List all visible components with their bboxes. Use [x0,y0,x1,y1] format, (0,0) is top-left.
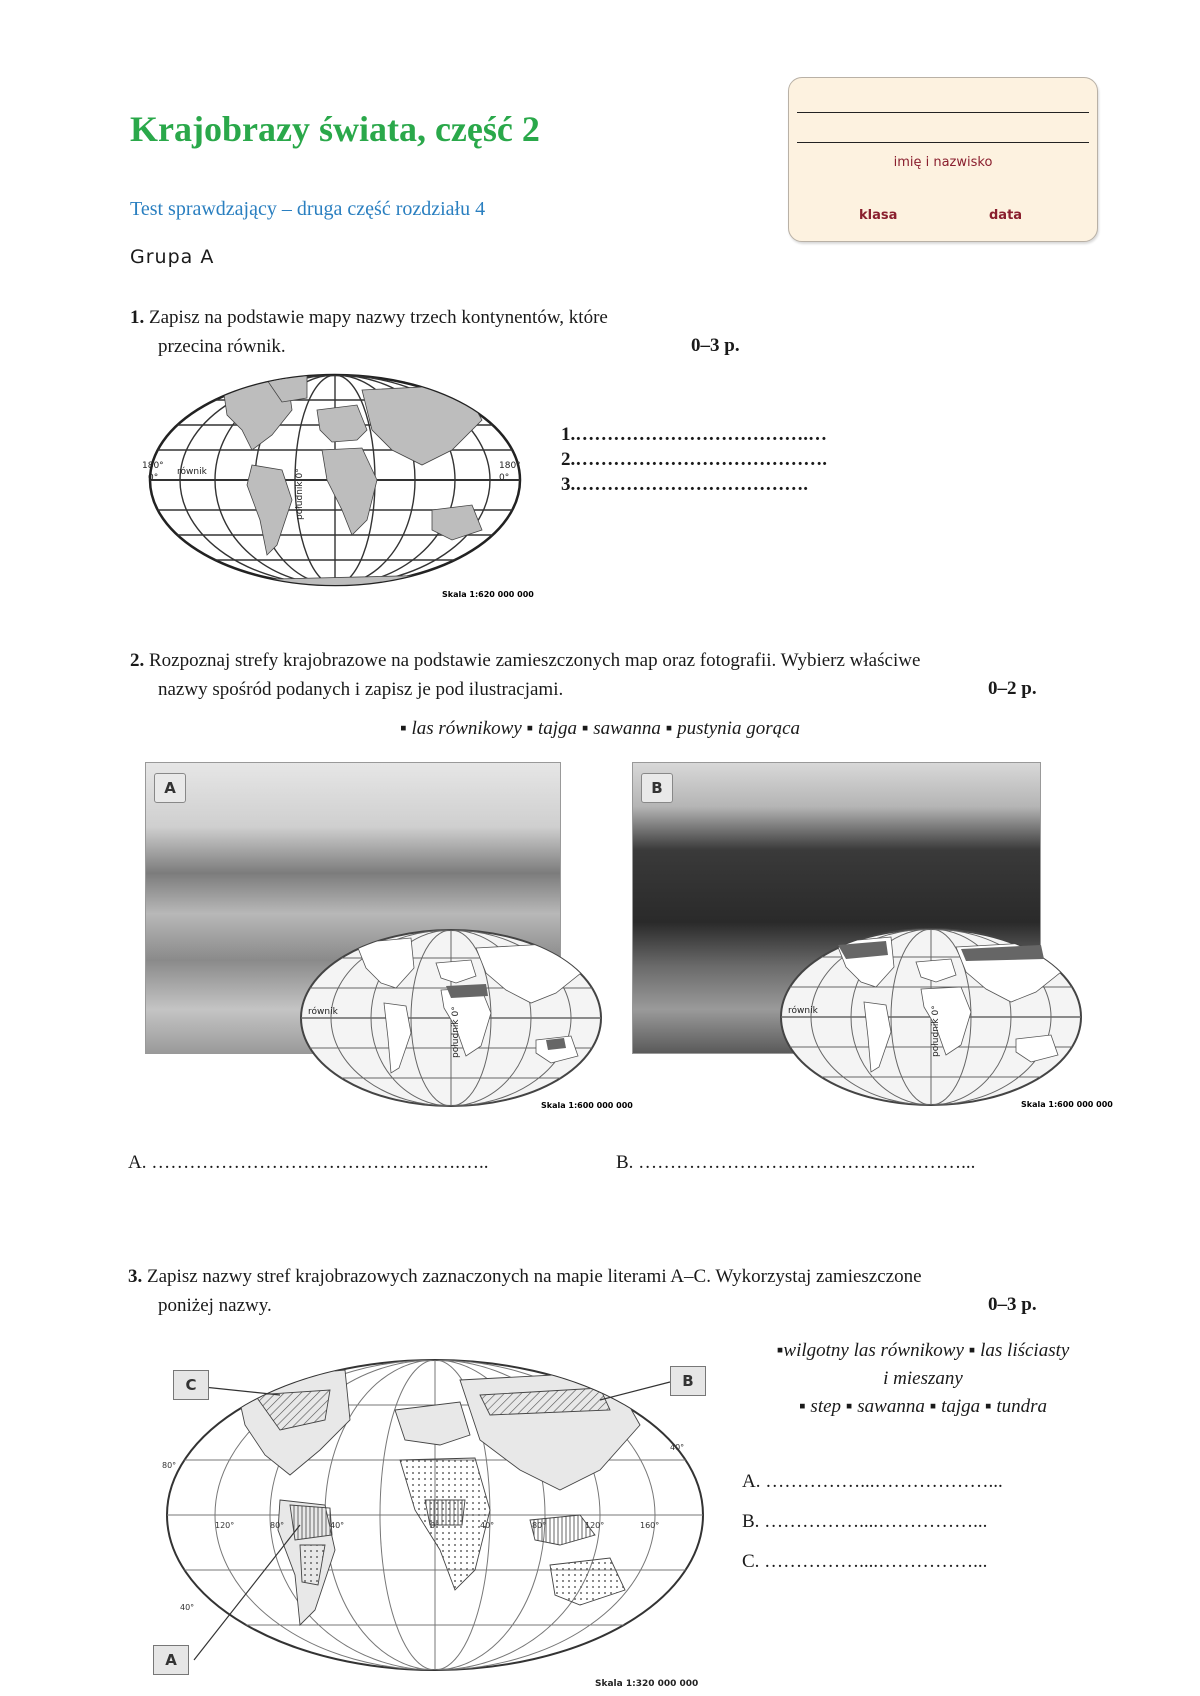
q3-answer-c[interactable]: C. ……………....……………... [742,1551,988,1572]
svg-text:0°: 0° [148,473,159,483]
q3-text [128,1262,1108,1291]
q2-text [130,646,920,675]
q3-terms-line1: ▪wilgotny las równikowy ▪ las liściasty [776,1340,1070,1361]
svg-text:180°: 180° [142,461,164,471]
q3-text-line2: poniżej nazwy. [158,1295,272,1316]
q3-deg-6: 40° [480,1521,495,1530]
q3-tag-c: C [173,1370,209,1400]
q1-answer-2[interactable]: 2.…………………………………. [561,449,827,470]
page-subtitle: Test sprawdzający – druga część rozdziału 4 [130,198,486,220]
photo-b-label: B [641,773,673,803]
svg-text:równik: równik [308,1007,338,1017]
svg-text:południk 0°: południk 0° [931,1005,941,1057]
svg-text:0°: 0° [499,473,510,483]
q3-terms-line3: ▪ step ▪ sawanna ▪ tajga ▪ tundra [798,1396,1048,1417]
q2-map-a [296,928,633,1113]
q3-deg-4: 40° [330,1521,345,1530]
q3-number: 3. [128,1266,143,1287]
photo-a-label: A [154,773,186,803]
q3-deg-3: 80° [270,1521,285,1530]
q3-deg-2: 120° [215,1521,235,1530]
q3-terms [738,1337,1108,1421]
q1-points: 0–3 p. [691,335,740,356]
q1-meridian-label: południk 0° [295,468,305,520]
q1-number: 1. [130,307,145,328]
q3-deg-11: 40° [670,1443,685,1452]
q3-deg-7: 80° [532,1521,547,1530]
page-title: Krajobrazy świata, część 2 [130,109,540,149]
q3-answers [742,1462,1003,1582]
q1-text-line2: przecina równik. [158,336,286,357]
q2-answer-a[interactable]: A. ………………………………………….….. [128,1152,489,1173]
q2-map-b [776,925,1113,1112]
group-label: Grupa A [130,246,215,268]
q3-points: 0–3 p. [988,1294,1037,1315]
q2-text-line2: nazwy spośród podanych i zapisz je pod ilustracjami. [158,679,564,700]
q2-terms: ▪ las równikowy ▪ tajga ▪ sawanna ▪ pustynia gorąca [399,718,801,739]
q3-map-scale: Skala 1:320 000 000 [595,1679,699,1689]
q1-map-scale: Skala 1:620 000 000 [442,590,534,599]
q3-tag-b: B [670,1366,706,1396]
q3-terms-line2: i mieszany [883,1368,963,1389]
name-label: imię i nazwisko [893,155,993,170]
q1-text [130,303,608,332]
q2-text-line1: Rozpoznaj strefy krajobrazowe na podstawie zamieszczonych map oraz fotografii. Wybierz właściwe [149,650,921,671]
q3-answer-b[interactable]: B. ……………....……………... [742,1511,988,1532]
q1-world-map [142,370,542,600]
date-label: data [989,208,1023,223]
svg-text:180°: 180° [499,461,521,471]
q1-answer-3[interactable]: 3.………………………………. [561,474,808,495]
q3-deg-9: 160° [640,1521,660,1530]
class-label: klasa [859,208,898,223]
q1-answer-1[interactable]: 1.……………………………….… [561,424,827,445]
q3-answer-a[interactable]: A. ……………...………………... [742,1471,1003,1492]
svg-text:południk 0°: południk 0° [451,1006,461,1058]
name-box [788,77,1098,242]
svg-text:Skala 1:600 000 000: Skala 1:600 000 000 [1021,1100,1113,1109]
q3-deg-5: 0° [430,1521,440,1530]
svg-text:równik: równik [788,1006,818,1016]
q1-answers [561,422,827,497]
q3-text-line1: Zapisz nazwy stref krajobrazowych zaznaczonych na mapie literami A–C. Wykorzystaj zamieszczone [147,1266,922,1287]
q2-answer-b[interactable]: B. ……………………………………………... [616,1152,976,1173]
name-line-1[interactable] [797,112,1089,113]
q3-deg-1: 80° [162,1461,177,1470]
q3-deg-8: 120° [585,1521,605,1530]
q3-deg-10: 40° [180,1603,195,1612]
q3-world-map [140,1350,720,1690]
q3-tag-a: A [153,1645,189,1675]
q1-equator-label: równik [177,467,207,477]
q2-number: 2. [130,650,145,671]
q1-text-line1: Zapisz na podstawie mapy nazwy trzech kontynentów, które [149,307,608,328]
q2-points: 0–2 p. [988,678,1037,699]
svg-text:Skala 1:600 000 000: Skala 1:600 000 000 [541,1101,633,1110]
name-line-2[interactable] [797,142,1089,143]
